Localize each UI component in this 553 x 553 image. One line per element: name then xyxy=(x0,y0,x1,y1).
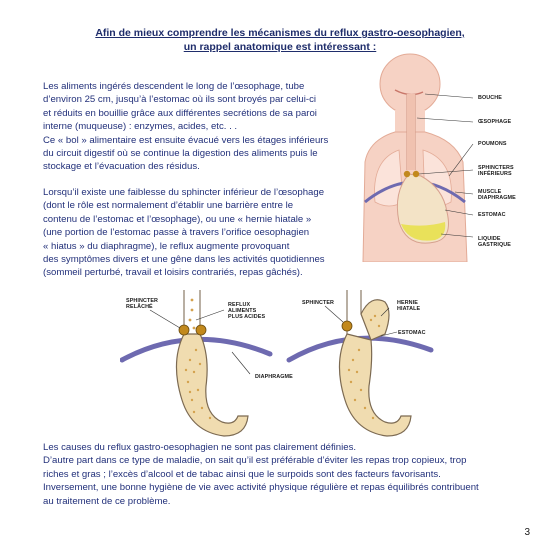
text-line: (une portion de l’estomac passe à travers l’orifice oesophagien xyxy=(43,227,310,239)
text-line: « hiatus » du diaphragme), le reflux augmente provoquant xyxy=(43,240,290,252)
page-title xyxy=(60,26,500,54)
stomach-body xyxy=(339,334,411,436)
label-poumons: POUMONS xyxy=(478,141,507,147)
text-line: Les aliments ingérés descendent le long de l’œsophage, tube xyxy=(43,81,305,92)
label-sphincters: SPHINCTERS INFÉRIEURS xyxy=(478,165,514,178)
sphincter-paragraph xyxy=(43,186,340,280)
text-line: Inversement, une bonne hygiène de vie avec activité physique régulière et repas équilibrés contribuent xyxy=(43,482,479,494)
text-line: et réduits en bouillie grâce aux différentes secrétions de sa paroi xyxy=(43,107,317,119)
text-line: d’environ 25 cm, jusqu’à l’estomac où ils sont broyés par celui-ci xyxy=(43,94,317,106)
text-line: Ce « bol » alimentaire est ensuite évacué vers les étages inférieurs xyxy=(43,134,329,146)
text-line: Les causes du reflux gastro-oesophagien ne sont pas clairement définies. xyxy=(43,442,357,453)
label-oesophage: ŒSOPHAGE xyxy=(478,119,512,125)
text-line: riches et gras ; l’excès d’alcool et de tabac ainsi que le surpoids sont des facteurs favorisants. xyxy=(43,468,441,480)
text-line: contenu de l’estomac et l’œsophage), ou une « hernie hiatale » xyxy=(43,213,312,225)
title-line-1: Afin de mieux comprendre les mécanismes du reflux gastro-oesophagien, xyxy=(95,27,465,39)
title-line-2: un rappel anatomique est intéressant : xyxy=(183,41,377,53)
label-hernie-hiatale: HERNIE HIATALE xyxy=(397,300,421,313)
label-bouche: BOUCHE xyxy=(478,95,502,101)
label-liquide: LIQUIDE GASTRIQUE xyxy=(478,236,511,249)
label-estomac: ESTOMAC xyxy=(478,212,506,218)
text-line: stockage et l’évacuation des résidus. xyxy=(43,161,200,173)
stomach-body xyxy=(176,334,248,436)
text-line: (dont le rôle est normalement d’établir une barrière entre le xyxy=(43,200,294,212)
text-line: du circuit digestif où se continue la digestion des aliments puis le xyxy=(43,148,318,160)
label-diaphragme: DIAPHRAGME xyxy=(255,374,293,380)
sphincter xyxy=(342,321,352,331)
causes-paragraph xyxy=(43,441,523,508)
text-line: (sommeil perturbé, travail et loisirs contrariés, repas gâchés). xyxy=(43,267,303,279)
esophagus-fill xyxy=(407,94,415,170)
label-sphincter: SPHINCTER xyxy=(302,300,335,306)
sphincter-left xyxy=(404,171,410,177)
text-line: interne (muqueuse) : enzymes, acides, etc. . . xyxy=(43,121,238,133)
text-line: des symptômes divers et une gêne dans les activités quotidiennes xyxy=(43,254,325,266)
sphincter-right xyxy=(196,325,206,335)
sphincter-right xyxy=(413,171,419,177)
text-line: au traitement de ce problème. xyxy=(43,495,171,507)
label-muscle: MUSCLE DIAPHRAGME xyxy=(478,189,516,202)
label-reflux: REFLUX ALIMENTS PLUS ACIDES xyxy=(228,302,266,321)
text-line: D’autre part dans ce type de maladie, on sait qu’il est préférable d’éviter les repas trop copieux, trop xyxy=(43,455,467,467)
sphincter-left xyxy=(179,325,189,335)
text-line: Lorsqu’il existe une faiblesse du sphincter inférieur de l’œsophage xyxy=(43,187,325,198)
hiatal-hernia xyxy=(361,300,389,340)
label-estomac-diagram: ESTOMAC xyxy=(398,330,426,336)
page-number: 3 xyxy=(524,527,530,538)
hernia-diagram-right xyxy=(285,290,445,440)
label-sphincter-relache: SPHINCTER RELÂCHÉ xyxy=(126,298,159,311)
anatomy-illustration xyxy=(355,52,475,262)
intro-paragraph xyxy=(43,80,340,174)
